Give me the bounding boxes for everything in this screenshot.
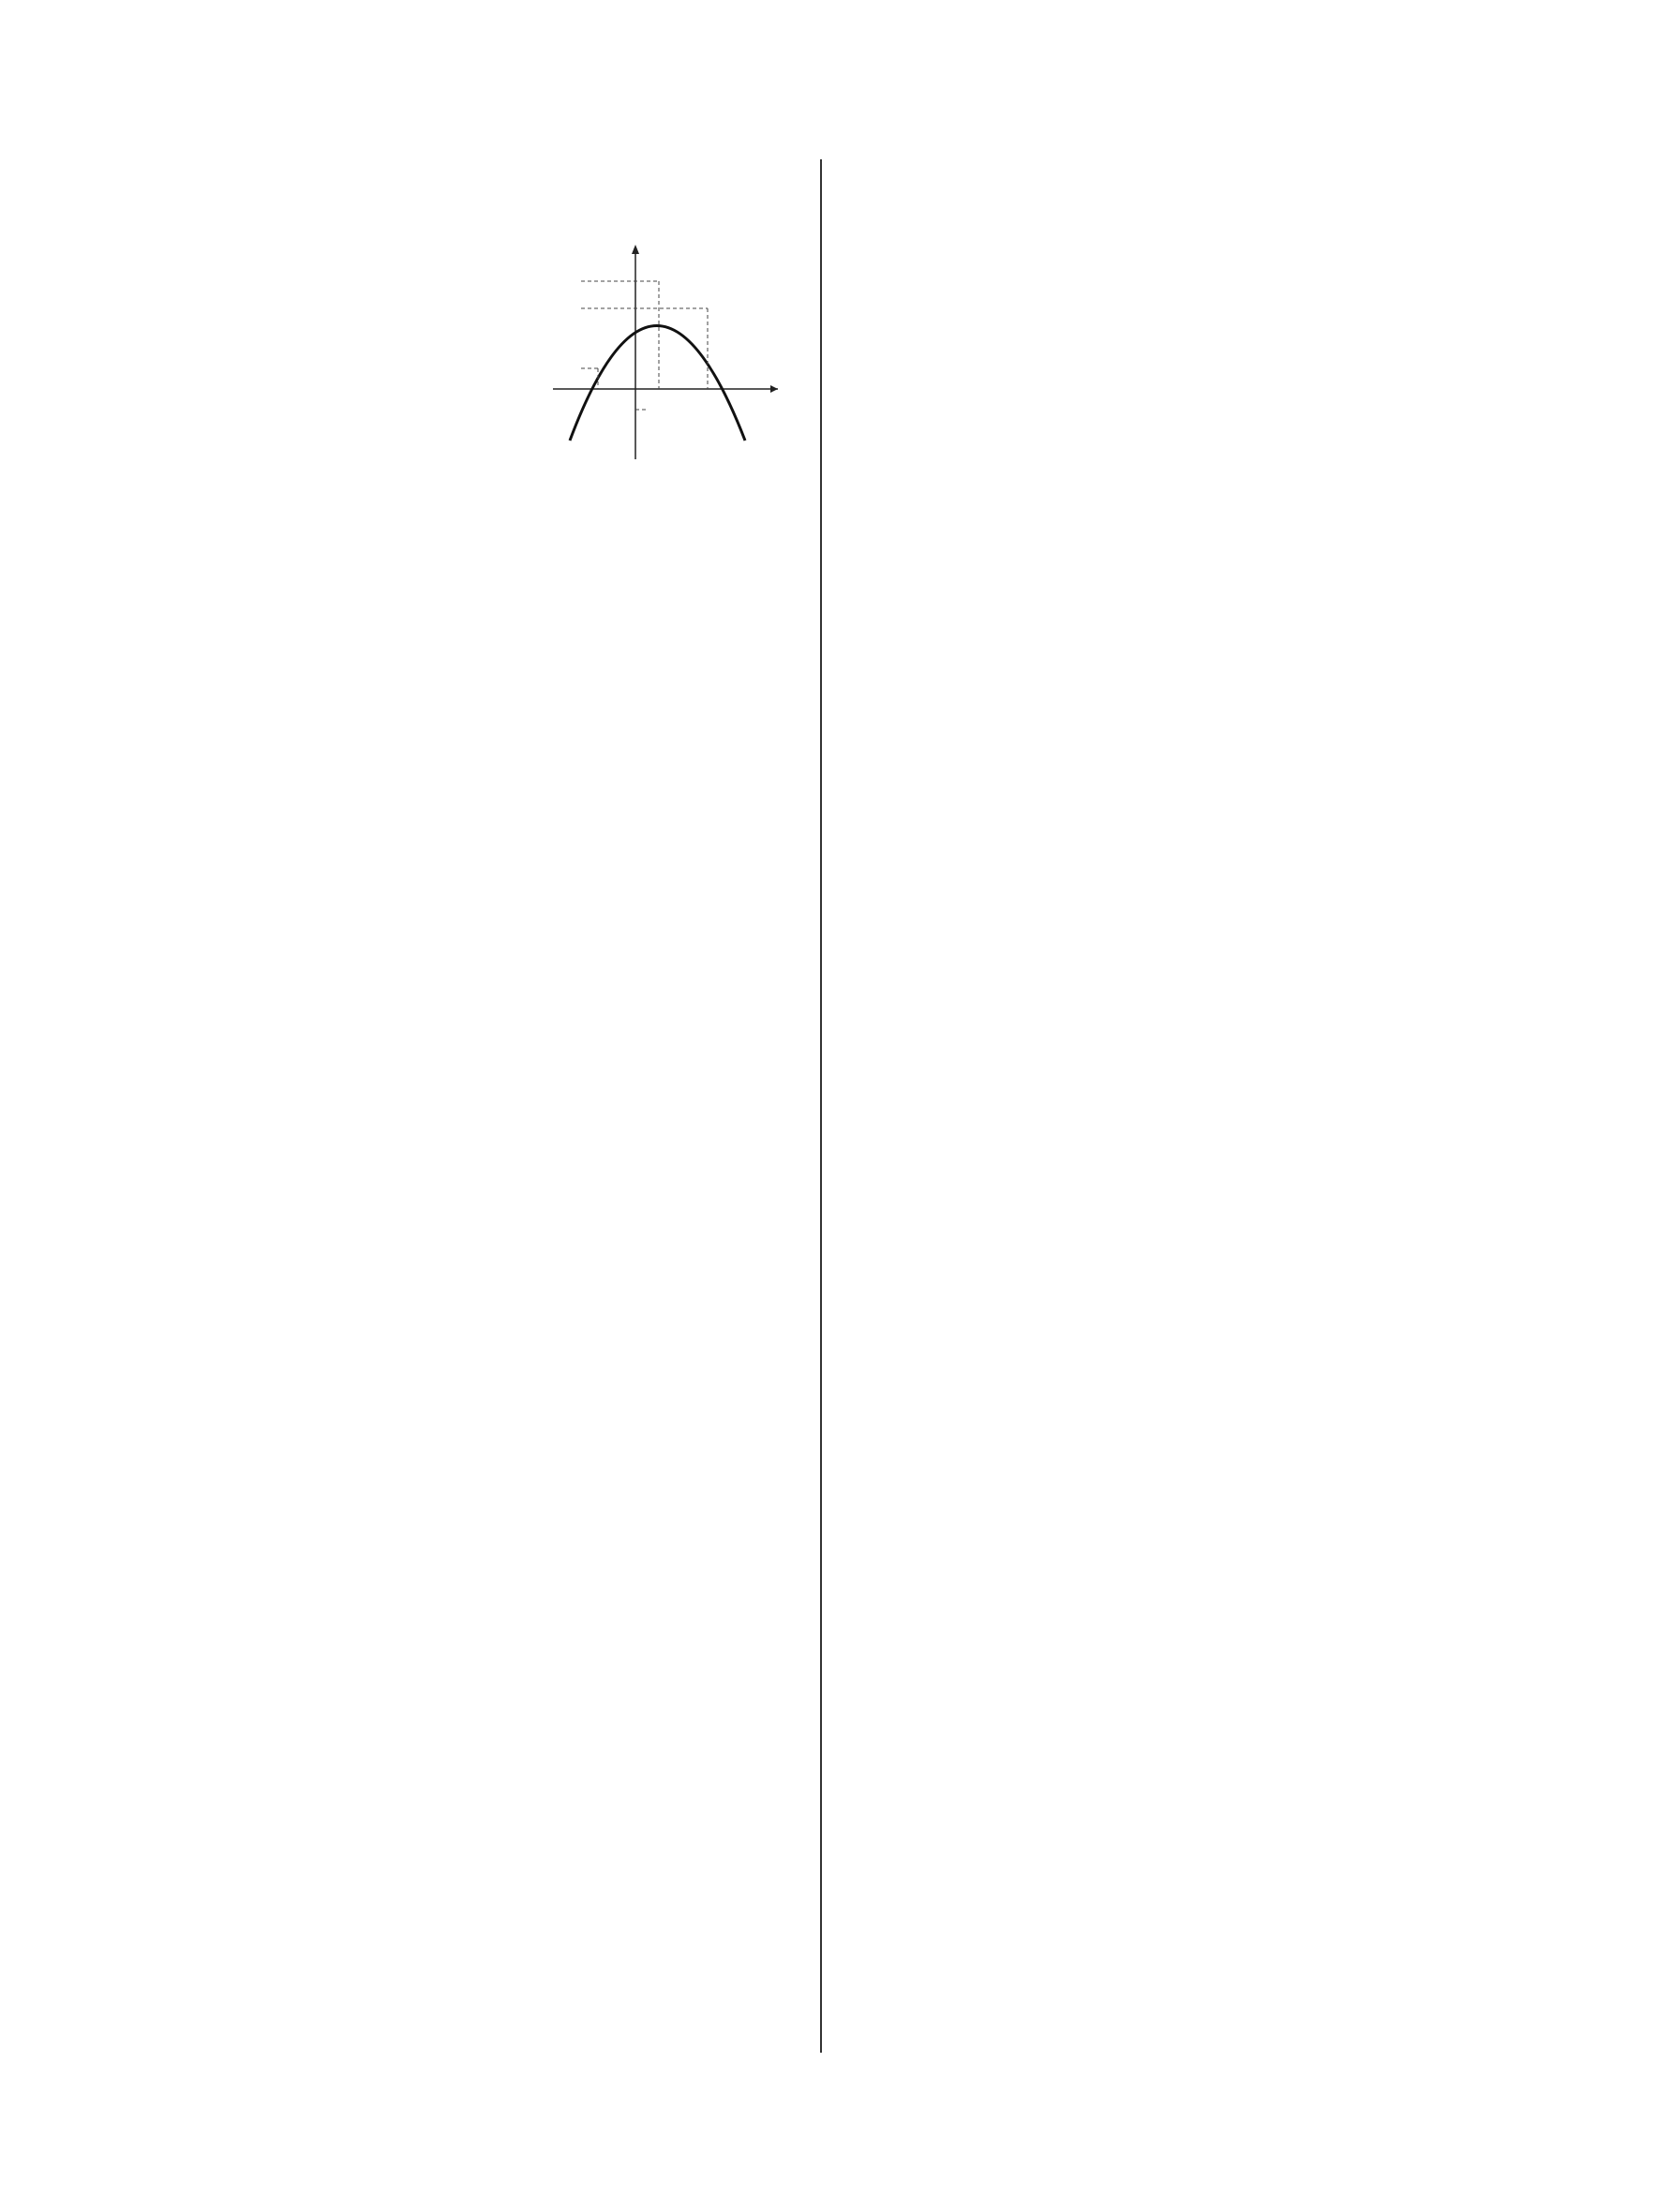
parabola-graph [553,239,787,464]
parabola-curve [570,326,745,441]
column-divider [820,159,822,2053]
